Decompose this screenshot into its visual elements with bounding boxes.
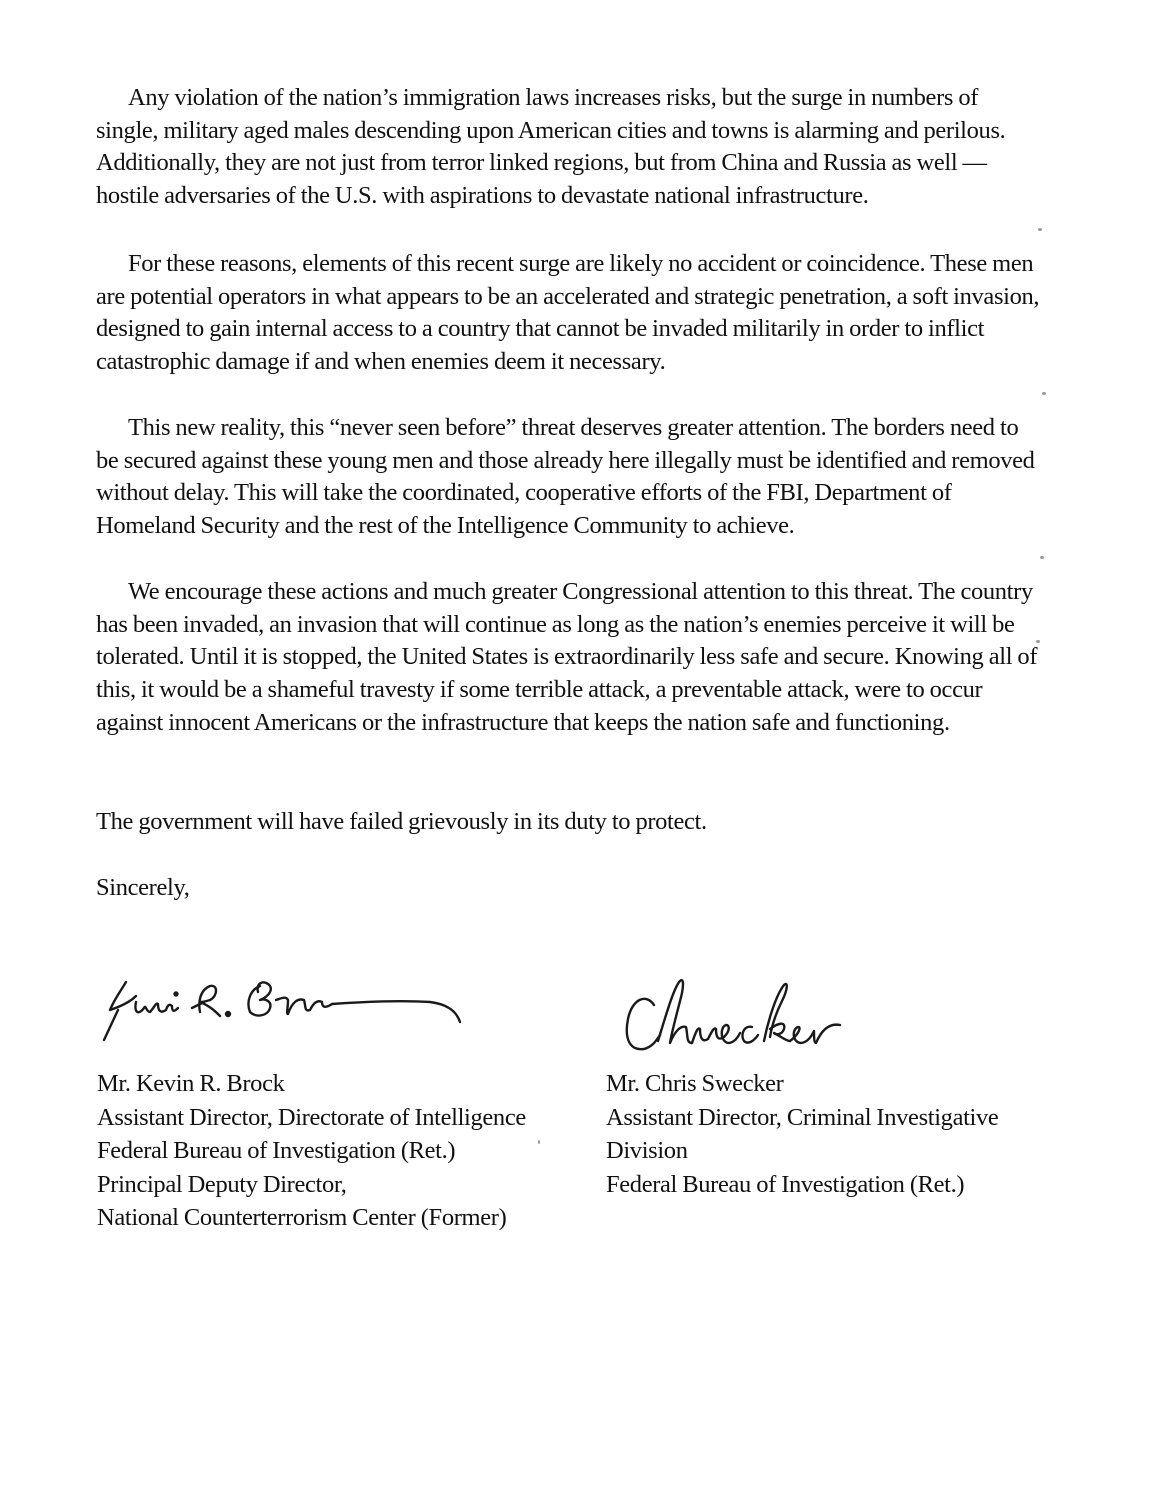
signatory-block-brock <box>97 1067 526 1235</box>
signatory-title-line: National Counterterrorism Center (Former) <box>97 1204 507 1232</box>
paragraph-soft-invasion: For these reasons, elements of this recent surge are likely no accident or coincidence. These men are potential operators in what appears to be an accelerated and strategic penetration, a soft invasion, designed to gain internal access to a country that cannot be invaded militarily in order to inflict catastrophic damage if and when enemies deem it necessary. <box>96 250 1040 376</box>
closing-salutation: Sincerely, <box>96 874 190 901</box>
scan-speck <box>1036 640 1040 643</box>
signatory-title-line: Assistant Director, Criminal Investigative <box>606 1103 999 1131</box>
scan-speck <box>1038 228 1042 231</box>
signatory-title-line: Division <box>606 1137 688 1165</box>
scan-speck <box>1042 392 1046 395</box>
paragraph-congressional-attention: We encourage these actions and much greater Congressional attention to this threat. The country has been invaded, an invasion that will continue as long as the nation’s enemies perceive it will be tolerated. Until it is stopped, the United States is extraordinarily less safe and secure. Knowing all of this, it would be a shameful travesty if some terrible attack, a preventable attack, were to occur against innocent Americans or the infrastructure that keeps the nation safe and functioning. <box>96 578 1038 736</box>
signatory-title-line: Federal Bureau of Investigation (Ret.) <box>606 1170 965 1198</box>
signature-swecker <box>618 965 848 1075</box>
signatory-title-line: Principal Deputy Director, <box>97 1170 347 1198</box>
scan-speck <box>538 1140 540 1144</box>
signatory-title-line: Federal Bureau of Investigation (Ret.) <box>97 1137 456 1165</box>
scan-speck <box>1040 556 1044 559</box>
signature-brock <box>100 962 470 1052</box>
signatory-block-swecker <box>606 1067 998 1201</box>
paragraph-new-reality: This new reality, this “never seen before” threat deserves greater attention. The borders need to be secured against these young men and those already here illegally must be identified and removed without delay. This will take the coordinated, cooperative efforts of the FBI, Department of Homeland Security and the rest of the Intelligence Community to achieve. <box>96 414 1035 540</box>
paragraph-immigration-risks: Any violation of the nation’s immigration laws increases risks, but the surge in numbers of single, military aged males descending upon American cities and towns is alarming and perilous. Additionally, they are not just from terror linked regions, but from China and Russia as well — hostile adversaries of the U.S. with aspirations to devastate national infrastructure. <box>96 84 1006 210</box>
signatory-name: Mr. Kevin R. Brock <box>97 1070 285 1097</box>
paragraph-government-failed: The government will have failed grievously in its duty to protect. <box>96 808 707 835</box>
signatory-title-line: Assistant Director, Directorate of Intelligence <box>97 1103 526 1131</box>
signatory-name: Mr. Chris Swecker <box>606 1070 784 1097</box>
